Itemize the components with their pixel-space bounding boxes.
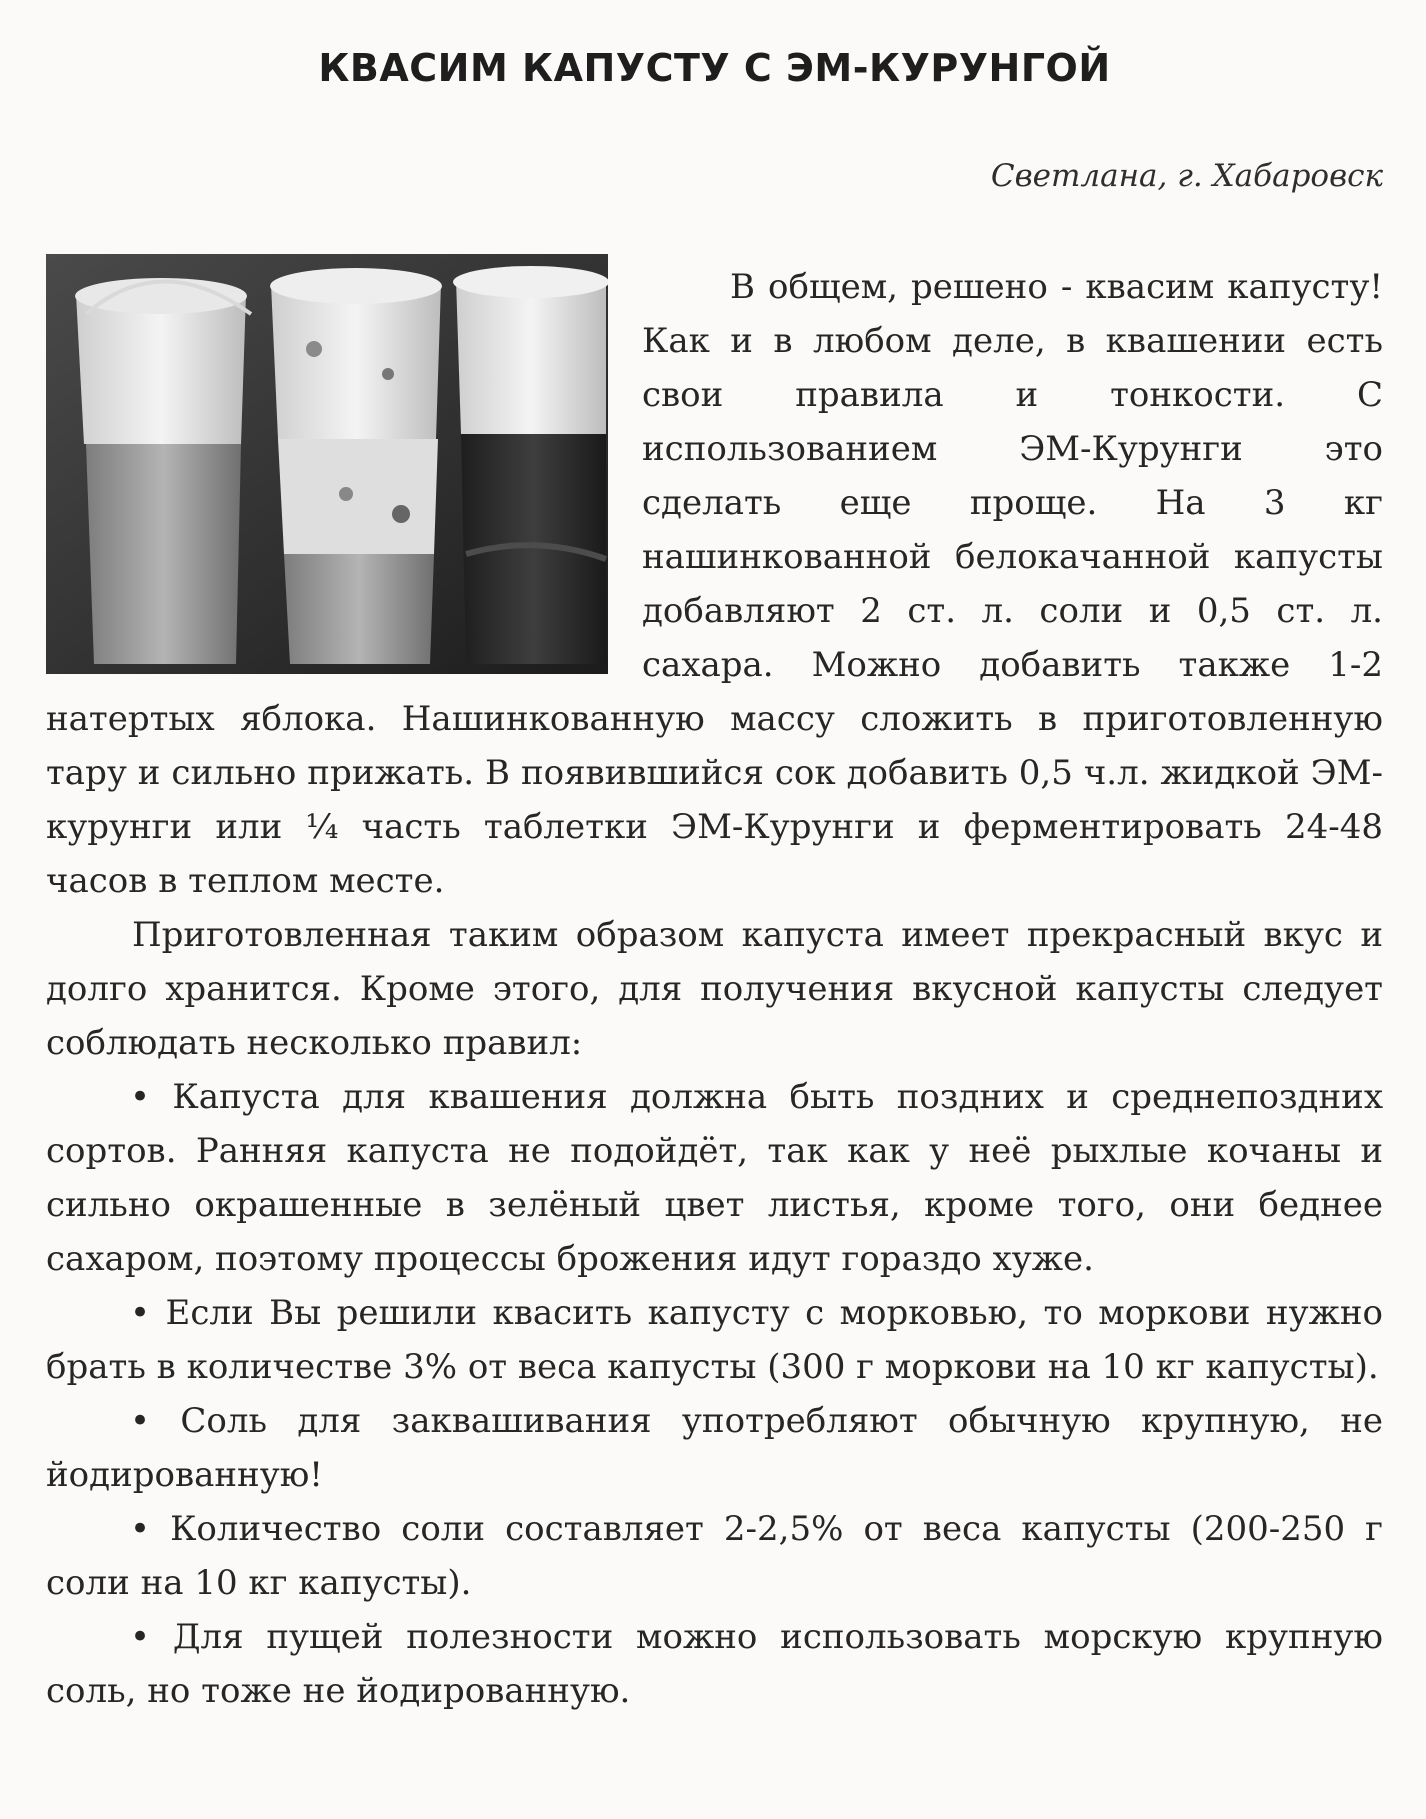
paragraph-recipe: В общем, решено - квасим капусту! Как и в любом деле, в квашении есть свои правила и тонкости. С использованием ЭМ-Курунги это сделать еще проще. На 3 кг нашинкованной белокачанной капусты добавляют 2 ст. л. соли и 0,5 ст. л. сахара. Можно добавить также 1-2 натертых яблока. Нашинкованную массу сложить в приготовленную тару и сильно прижать. В появившийся сок добавить 0,5 ч.л. жидкой ЭМ-курунги или ¼ часть таблетки ЭМ-Курунги и ферментировать 24-48 часов в теплом месте. <box>46 267 1383 901</box>
article-body <box>46 260 1383 1718</box>
article-title: КВАСИМ КАПУСТУ С ЭМ-КУРУНГОЙ <box>318 46 1111 90</box>
bullet-carrot-amount: • Если Вы решили квасить капусту с морковью, то моркови нужно брать в количестве 3% от веса капусты (300 г моркови на 10 кг капусты). <box>46 1293 1383 1387</box>
photo-spacer <box>46 260 642 690</box>
bullet-cabbage-variety: • Капуста для квашения должна быть поздних и среднепоздних сортов. Ранняя капуста не подойдёт, так как у неё рыхлые кочаны и сильно окрашенные в зелёный цвет листья, кроме того, они беднее сахаром, поэтому процессы брожения идут гораздо хуже. <box>46 1077 1383 1279</box>
bullet-salt-amount: • Количество соли составляет 2-2,5% от веса капусты (200-250 г соли на 10 кг капусты). <box>46 1509 1383 1603</box>
article-author: Светлана, г. Хабаровск <box>990 158 1383 194</box>
article-page <box>46 0 1383 1819</box>
paragraph-rules-intro: Приготовленная таким образом капуста имеет прекрасный вкус и долго хранится. Кроме этого, для получения вкусной капусты следует соблюдать несколько правил: <box>46 915 1383 1063</box>
bullet-salt-type: • Соль для заквашивания употребляют обычную крупную, не йодированную! <box>46 1401 1383 1495</box>
bullet-sea-salt: • Для пущей полезности можно использовать морскую крупную соль, но тоже не йодированную. <box>46 1617 1383 1711</box>
